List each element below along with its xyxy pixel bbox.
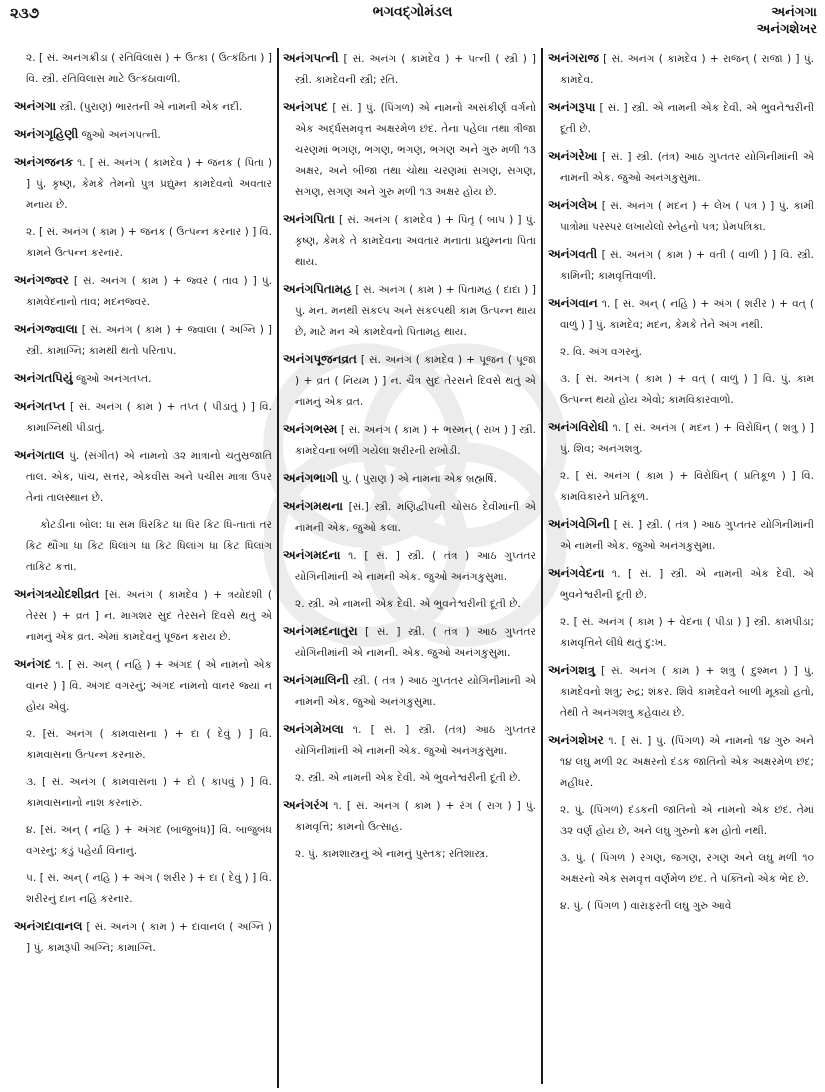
headword: અનંગવાન xyxy=(548,296,598,310)
definition-text: ૧. [ સં. ] સ્ત્રી. ( તંત્ર ) આઠ ગુપ્તતર યોગિનીમાંની એ નામની એક. જુઓ અનંગકુસુમા. xyxy=(295,550,536,583)
dictionary-entry xyxy=(548,293,814,336)
definition-text: ૪. પું. ( પિંગળ ) વારાફરતી લઘુ ગુરુ આવે xyxy=(560,900,732,912)
definition-text: ૧. [ સં. ] પું. (પિંગળ) એ નામનો ૧૪ ગુરુ અને ૧૪ લઘુ મળી ૨૮ અક્ષરનો દંડક જાતિનો એક અક્ષરમેળ છંદ; મહીધર. xyxy=(560,735,814,789)
dictionary-entry xyxy=(548,514,814,557)
definition-text: [ સં. અનંગ ( કામ ) + વતી ( વાળી ) ] વિ. સ્ત્રી. કામિની; કામવૃત્તિવાળી. xyxy=(560,249,814,282)
dictionary-entry xyxy=(548,97,814,140)
dictionary-entry xyxy=(14,396,272,439)
definition-text: ૨. [ સં. અનંગ ( કામ ) + વિરોધિન્ ( પ્રતિકૂળ ) ] વિ. કામવિકારને પ્રતિકૂળ. xyxy=(560,470,814,503)
dictionary-entry xyxy=(548,417,814,460)
headword: અનંગદ xyxy=(14,657,52,671)
dictionary-entry xyxy=(548,195,814,238)
column-divider xyxy=(541,48,543,1084)
definition-text: ૫. [ સં. અન્ ( નહિ ) + અંગ ( શરીર ) + દા ( દેવું ) ] વિ. શરીરનું દાન નહિ કરનાર. xyxy=(26,872,272,905)
definition-text: સ્ત્રી. (પુરાણ) ભારતની એ નામની એક નદી. xyxy=(59,101,243,113)
headword: અનંગગા xyxy=(14,99,57,113)
dictionary-entry xyxy=(14,368,272,390)
headword: અનંગરાજ xyxy=(548,51,599,65)
column-2 xyxy=(283,48,536,1084)
entry-sense xyxy=(14,820,272,862)
headword: અનંગજનક xyxy=(14,155,74,169)
headword: અનંગમથના xyxy=(283,499,343,513)
entry-sense xyxy=(14,868,272,910)
dictionary-entry xyxy=(283,279,536,343)
headword: અનંગભાગી xyxy=(283,471,339,485)
definition-text: પું. ( પુરાણ ) એ નામના એક બ્રહ્મર્ષિ. xyxy=(341,473,497,485)
definition-text: [ સં. ] સ્ત્રી. એ નામની એક દેવી. એ ભુવનેશ્વરીની દૂતી છે. xyxy=(560,102,814,135)
dictionary-entry xyxy=(548,244,814,287)
dictionary-entry xyxy=(283,48,536,91)
entry-sense xyxy=(548,800,814,842)
entry-sense xyxy=(283,844,536,865)
definition-text: ૨. સ્ત્રી. એ નામની એક દેવી. એ ભુવનેશ્વરીની દૂતી છે. xyxy=(295,772,521,784)
entry-sense xyxy=(14,48,272,90)
column-1 xyxy=(14,48,272,1084)
entry-sense xyxy=(283,768,536,789)
headword: અનંગપદ xyxy=(283,100,328,114)
headword: અનંગરેખા xyxy=(548,149,598,163)
definition-text: ૨. [ સં. અનંગ ( કામ ) + વેદના ( પીડા ) ] સ્ત્રી. કામપીડા; કામવૃત્તિને લીધે થતું દુ:ખ. xyxy=(560,616,814,649)
entry-sense xyxy=(14,724,272,766)
definition-text: ૧. [ સં. અન્ ( નહિ ) + અંગ ( શરીર ) + વત્ ( વાળું ) ] પું. કામદેવ; મદન, કેમકે તેને અંગ નથી. xyxy=(560,298,814,331)
definition-text: જુઓ અનંગપત્ની. xyxy=(81,129,161,141)
definition-text: ૩. [ સં. અનંગ ( કામવાસના ) + દો ( કાપવું ) ] વિ. કામવાસનાનો નાશ કરનારું. xyxy=(26,776,272,809)
headword: અનંગતપ્ત xyxy=(14,399,66,413)
headword: અનંગદાવાનલ xyxy=(14,919,83,933)
headword: અનંગલેખ xyxy=(548,198,598,212)
dictionary-entry xyxy=(14,654,272,718)
entry-sense xyxy=(548,612,814,654)
definition-text: [સં. અનંગ ( કામદેવ ) + ત્રયોદશી ( તેરસ ) + વ્રત ] ન. માગશર સુદ તેરસને દિવસે થતું એ નામનું એક વ્રત. એમાં કામદેવનું પૂજન કરાય છે. xyxy=(26,589,272,643)
headword: અનંગતપિયું xyxy=(14,371,73,385)
definition-text: ૧. [ સં. અન્ ( નહિ ) + અંગદ ( એ નામનો એક વાનર ) ] વિ. અંગદ વગરનું; અંગદ નામનો વાનર જ્યાં ન હોય એવું. xyxy=(26,659,272,713)
definition-text: [ સં. અનંગ ( કામ ) + તપ્ત ( પીડાતું ) ] વિ. કામાગ્નિથી પીડાતું. xyxy=(26,401,272,434)
headword: અનંગગૃહિણી xyxy=(14,127,79,141)
dictionary-entry xyxy=(14,96,272,118)
dictionary-entry xyxy=(14,124,272,146)
definition-text: [ સં. અનંગ ( કામદેવ ) + પિતૃ ( બાપ ) ] પું. કૃષ્ણ, કેમકે તે કામદેવના અવતાર મનાતા પ્રદ્યુમ્નના પિતા થાય. xyxy=(295,214,536,268)
definition-text: [ સં. ] પું. (પિંગળ) એ નામનો અસંકીર્ણ વર્ગનો એક અર્દ્ધસમવૃત્ત અક્ષરમેળ છંદ. તેના પહેલા તથા ત્રીજા ચરણમાં ભગણ, ભગણ, ભગણ, ભગણ અને ગુરુ મળી ૧૩ અક્ષર, અને બીજા તથા ચોથા ચરણમાં સગણ, સગણ, સગણ, સગણ અને ગુરુ મળી ૧૩ અક્ષર હોય છે. xyxy=(295,102,536,198)
headword: અનંગપત્ની xyxy=(283,51,339,65)
headword: અનંગશત્રુ xyxy=(548,663,595,677)
dictionary-entry xyxy=(548,48,814,91)
headword: અનંગજ્વર xyxy=(14,273,69,287)
headword: અનંગરૂપા xyxy=(548,100,596,114)
column-divider xyxy=(277,48,279,1088)
entry-sense xyxy=(548,369,814,411)
definition-text: ૨. પું. કામશાસ્ત્રનું એ નામનું પુસ્તક; રતિશાસ્ત્ર. xyxy=(295,848,489,860)
dictionary-entry xyxy=(14,584,272,648)
definition-text: [સં.] સ્ત્રી. મણિદ્વીપની ચોસઠ દેવીમાંની એ નામની એક. જુઓ કલા. xyxy=(295,501,536,534)
column-3 xyxy=(548,48,814,1084)
dictionary-entry xyxy=(283,209,536,273)
definition-text: ૨. વિ. અંગ વગરનું. xyxy=(560,346,643,358)
definition-text: ૨. પું. (પિંગળ) દંડકની જાતિનો એ નામનો એક છંદ. તેમાં ૩૨ વર્ણ હોય છે, અને લઘુ ગુરુનો ક્રમ હોતો નથી. xyxy=(560,804,814,837)
headword: અનંગપિતા xyxy=(283,212,335,226)
headword: અનંગમદના xyxy=(283,548,341,562)
headword: અનંગમાલિની xyxy=(283,673,349,687)
definition-text: [ સં. અનંગ ( મદન ) + લેખ ( પત્ર ) ] પું. કામી પાત્રોમાં પરસ્પર લખાયેલો સ્નેહનો પત્ર; પ્રેમપત્રિકા. xyxy=(560,200,814,233)
definition-text: જુઓ અનંગતપ્ત. xyxy=(76,373,152,385)
dictionary-entry xyxy=(548,660,814,724)
definition-text: [ સં. ] સ્ત્રી. ( તંત્ર ) આઠ ગુપ્તતર યોગિનીમાંની એ નામની. એક. જુઓ અનંગકુસુમા. xyxy=(295,626,536,659)
definition-text: ૨. સ્ત્રી. એ નામની એક દેવી. એ ભુવનેશ્વરીની દૂતી છે. xyxy=(295,598,521,610)
headword: અનંગમેખલા xyxy=(283,722,344,736)
dictionary-entry xyxy=(283,545,536,588)
headword: અનંગરંગ xyxy=(283,798,329,812)
dictionary-entry xyxy=(283,621,536,664)
headword: અનંગવેગિની xyxy=(548,517,610,531)
headword: અનંગવિરોધી xyxy=(548,420,609,434)
definition-text: [ સં. અનંગ ( કામ ) + ભસ્મન્ ( રાખ ) ] સ્ત્રી. કામદેવના બળી ગયેલા શરીરની રાખોડી. xyxy=(295,424,536,457)
dictionary-entry xyxy=(283,97,536,203)
book-title: ભગવદ્ગોમંડલ xyxy=(372,4,453,20)
definition-text: [ સં. અનંગ ( કામદેવ ) + પૂજન ( પૂજા ) + વ્રત ( નિયમ ) ] ન. ચૈત્ર સુદ તેરસને દિવસે થતું એ નામનું એક વ્રત. xyxy=(295,354,536,408)
entry-sense xyxy=(548,466,814,508)
headword: અનંગપિતામહ xyxy=(283,282,352,296)
definition-text: [ સં. ] સ્ત્રી. ( તંત્ર ) આઠ ગુપ્તતર યોગિનીમાંની એ નામની એક. જુઓ અનંગકુસુમા. xyxy=(560,519,814,552)
definition-text: [ સં. અનંગ ( કામ ) + દાવાનલ ( અગ્નિ ) ] પું. કામરૂપી અગ્નિ; કામાગ્નિ. xyxy=(26,921,272,954)
definition-text: કોટડીના બોલ: ધા સમ ધિરકિટ ધા ધિર કિટ ધિ-તાતાં તર કિટ થૌંગા ધા કિટ ધિલાંગ ધા કિટ ધિલાંગ ધા કિટ ધિલાંગ તાકિટ કત્તા. xyxy=(26,519,272,573)
dictionary-entry xyxy=(283,496,536,539)
definition-text: ૧. [ સં. અનંગ ( કામ ) + રંગ ( રાગ ) ] પું. કામવૃત્તિ; કામનો ઉત્સાહ. xyxy=(295,800,536,833)
guide-word-last: અનંગશેખર xyxy=(756,22,817,37)
dictionary-entry xyxy=(14,916,272,959)
definition-text: ૨. [ સં. અનંગક્રીડા ( રતિવિલાસ ) + ઉત્કા ( ઉત્કંઠિતા ) ] વિ. સ્ત્રી. રતિવિલાસ માટે ઉત્કંઠાવાળી. xyxy=(26,52,272,85)
definition-text: ૩. પું. ( પિંગળ ) રગણ, જગણ, રગણ અને લઘુ મળી ૧૦ અક્ષરનો એક સમવૃત્ત વર્ણમેળ છંદ. તે પંક્તિનો એક ભેદ છે. xyxy=(560,852,814,885)
definition-text: [ સં. અનંગ ( કામ ) + જ્વાલા ( અગ્નિ ) ] સ્ત્રી. કામાગ્નિ; કામથી થતો પરિતાપ. xyxy=(26,324,272,357)
definition-text: ૨. [ સં. અનંગ ( કામ ) + જનક ( ઉત્પન્ન કરનાર ) ] વિ. કામને ઉત્પન્ન કરનાર. xyxy=(26,226,272,259)
dictionary-entry xyxy=(14,152,272,216)
entry-sense xyxy=(548,342,814,363)
dictionary-entry xyxy=(14,270,272,313)
headword: અનંગવતી xyxy=(548,247,598,261)
entry-sense xyxy=(548,896,814,917)
dictionary-entry xyxy=(283,468,536,490)
definition-text: [ સં. અનંગ ( કામ ) + પિતામહ ( દાદા ) ] પું. મન. મનથી સંકલ્પ અને સંકલ્પથી કામ ઉત્પન્ન થાય છે, માટે મન એ કામદેવનો પિતામહ થાય. xyxy=(295,284,536,338)
dictionary-entry xyxy=(548,146,814,189)
dictionary-entry xyxy=(283,795,536,838)
entry-sense xyxy=(283,594,536,615)
entry-sense xyxy=(14,222,272,264)
headword: અનંગભસ્મ xyxy=(283,422,338,436)
dictionary-entry xyxy=(548,730,814,794)
headword: અનંગવેદના xyxy=(548,566,605,580)
dictionary-entry xyxy=(283,419,536,462)
headword: અનંગત્રયોદશીવ્રત xyxy=(14,587,100,601)
guide-word-first: અનંગગા xyxy=(771,5,817,20)
headword: અનંગશેખર xyxy=(548,733,604,747)
dictionary-entry xyxy=(548,563,814,606)
definition-text: [ સં. અનંગ ( કામદેવ ) + પત્ની ( સ્ત્રી ) ] સ્ત્રી. કામદેવની સ્ત્રી; રતિ. xyxy=(295,53,536,86)
definition-text: ૨. [સં. અનંગ ( કામવાસના ) + દા ( દેવું ) ] વિ. કામવાસના ઉત્પન્ન કરનારું. xyxy=(26,728,272,761)
page-number: ૨૩૭ xyxy=(10,4,40,22)
entry-sense xyxy=(548,848,814,890)
dictionary-entry xyxy=(283,719,536,762)
page-header xyxy=(0,0,825,46)
definition-text: [ સં. અનંગ ( કામદેવ ) + રાજન્ ( રાજા ) ] પું. કામદેવ. xyxy=(560,53,814,86)
dictionary-entry xyxy=(14,319,272,362)
definition-text: [ સં. અનંગ ( કામ ) + જ્વર ( તાવ ) ] પું. કામવેદનાનો તાવ; મદનજ્વર. xyxy=(26,275,272,308)
definition-text: ૧. [ સં. ] સ્ત્રી. એ નામની એક દેવી. એ ભુવનેશ્વરીની દૂતી છે. xyxy=(560,568,814,601)
entry-sense xyxy=(14,772,272,814)
dictionary-columns xyxy=(0,48,825,1092)
definition-text: પું. (સંગીત) એ નામનો ૩૨ માત્રાનો ચતુસ્રજાતિ તાલ. એક, પાંચ, સત્તર, એકવીસ અને પચીસ માત્રા ઉપર તેનાં તાલસ્થાન છે. xyxy=(26,450,272,504)
dictionary-entry xyxy=(283,349,536,413)
dictionary-entry xyxy=(283,670,536,713)
entry-sense xyxy=(14,515,272,578)
definition-text: ૧. [ સં. અનંગ ( કામદેવ ) + જનક ( પિતા ) ] પું. કૃષ્ણ, કેમકે તેમનો પુત્ર પ્રદ્યુમ્ન કામદેવનો અવતાર મનાય છે. xyxy=(26,157,272,211)
headword: અનંગતાલ xyxy=(14,448,65,462)
definition-text: ૧. [ સં. ] સ્ત્રી. (તંત્ર) આઠ ગુપ્તતર યોગિનીમાંની એ નામની એક. જુઓ અનંગકુસુમા. xyxy=(295,724,536,757)
guide-words xyxy=(757,4,817,38)
headword: અનંગજ્વાલા xyxy=(14,322,78,336)
headword: અનંગપૂજનવ્રત xyxy=(283,352,357,366)
definition-text: ૪. [સં. અન્ ( નહિ ) + અંગદ (બાજુબંધ)] વિ. બાજુબંધ વગરનું; કડું પહેર્યા વિનાનું. xyxy=(26,824,272,857)
definition-text: [ સં. અનંગ ( કામ ) + શત્રુ ( દુશ્મન ) ] પું. કામદેવનો શત્રુ; રુદ્ર; શંકર. શિવે કામદેવને બાળી મૂક્યો હતો, તેથી તે અનંગશત્રુ કહેવાય છે. xyxy=(560,665,814,719)
dictionary-entry xyxy=(14,445,272,509)
definition-text: ૩. [ સં. અનંગ ( કામ ) + વત્ ( વાળું ) ] વિ. પું. કામ ઉત્પન્ન થયો હોય એવો; કામવિકારવાળો. xyxy=(560,373,814,406)
definition-text: ૧. [ સં. અનંગ ( મદન ) + વિરોધિન્ ( શત્રુ ) ] પું. શિવ; અનંગશત્રુ. xyxy=(560,422,814,455)
definition-text: સ્ત્રી. ( તંત્ર ) આઠ ગુપ્તતર યોગિનીમાંની એ નામની એક. જુઓ અનંગકુસુમા. xyxy=(295,675,536,708)
headword: અનંગમદનાતુરા xyxy=(283,624,358,638)
definition-text: [ સં. ] સ્ત્રી. (તંત્ર) આઠ ગુપ્તતર યોગિનીમાંની એ નામની એક. જુઓ અનંગકુસુમા. xyxy=(560,151,814,184)
